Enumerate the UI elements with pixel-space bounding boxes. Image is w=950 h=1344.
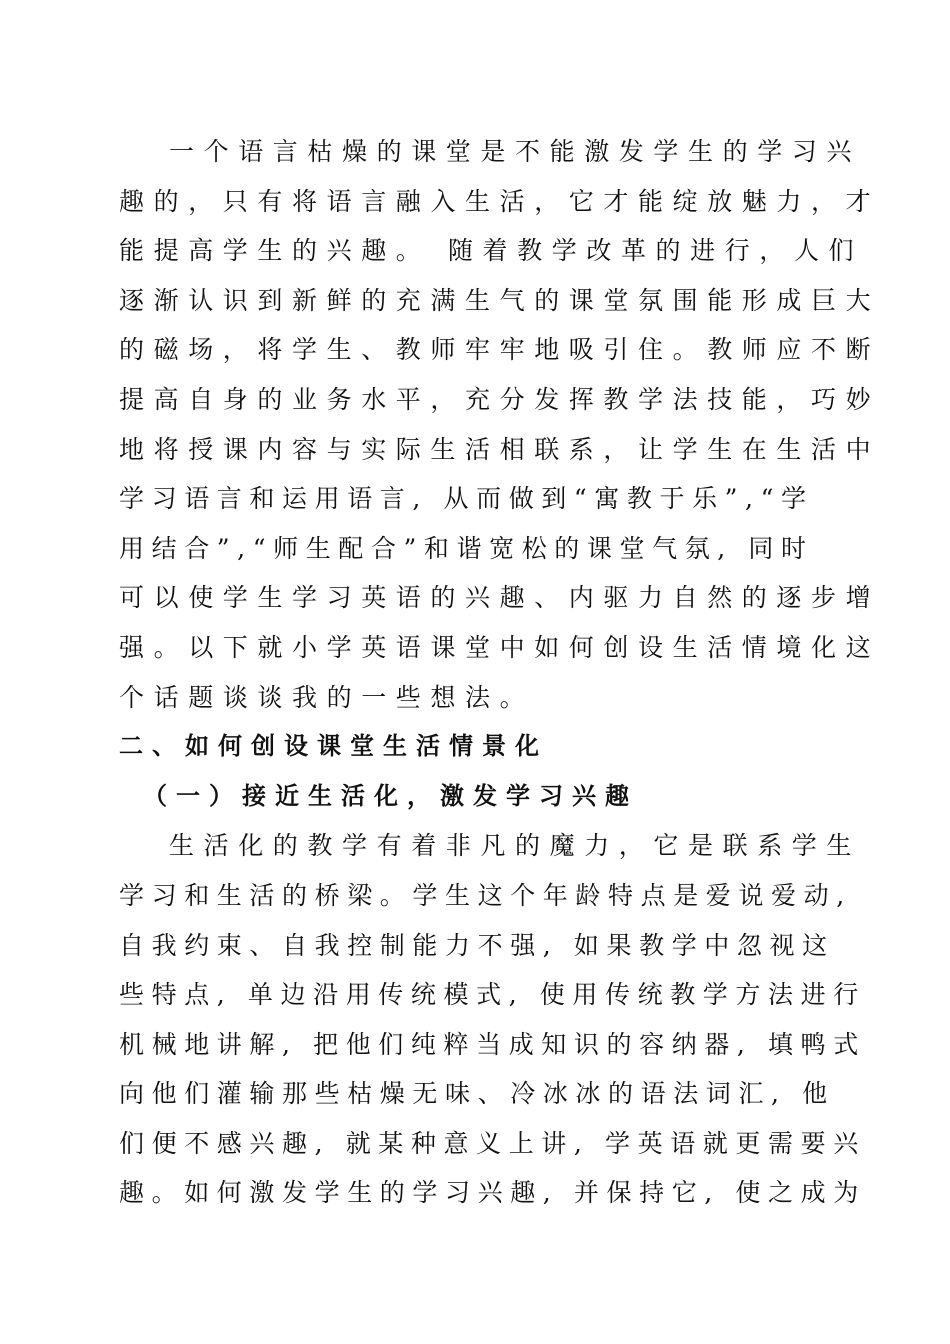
paragraph-line: 机械地讲解, 把他们纯粹当成知识的容纳器, 填鸭式 [119,1029,866,1059]
paragraph-line: 用结合”,“师生配合”和谐宽松的课堂气氛, 同时 [119,533,814,563]
subsection-heading: （一）接近生活化，激发学习兴趣 [143,781,638,810]
paragraph-line: 向他们灌输那些枯燥无味、冷冰冰的语法词汇, 他 [119,1079,835,1109]
paragraph-line: 学习和生活的桥梁。学生这个年龄特点是爱说爱动, [119,880,852,910]
paragraph-line: 能提高学生的兴趣。 随着教学改革的进行，人们 [119,236,864,266]
paragraph-line: 的磁场，将学生、教师牢牢地吸引住。教师应不断 [119,335,881,365]
paragraph-line: 生活化的教学有着非凡的魔力，它是联系学生 [169,831,862,861]
paragraph-line: 一个语言枯燥的课堂是不能激发学生的学习兴 [169,137,862,166]
paragraph-line: 趣。如何激发学生的学习兴趣, 并保持它, 使之成为 [119,1178,866,1208]
paragraph-line: 可以使学生学习英语的兴趣、内驱力自然的逐步增 [119,583,881,613]
paragraph-intro [119,127,881,722]
paragraph-line: 学习语言和运用语言, 从而做到“寓教于乐”,“学 [119,484,814,514]
document-body [119,127,881,1218]
paragraph-line: 个话题谈谈我的一些想法。 [119,682,535,712]
paragraph-line: 们便不感兴趣, 就某种意义上讲, 学英语就更需要兴 [119,1128,866,1158]
paragraph-line: 地将授课内容与实际生活相联系，让学生在生活中 [119,434,881,464]
paragraph-line: 提高自身的业务水平，充分发挥教学法技能，巧妙 [119,384,881,414]
paragraph-line: 趣的，只有将语言融入生活，它才能绽放魅力，才 [119,186,881,216]
paragraph-line: 逐渐认识到新鲜的充满生气的课堂氛围能形成巨大 [119,285,881,315]
paragraph-line: 强。以下就小学英语课堂中如何创设生活情境化这 [119,632,881,662]
paragraph-line: 些特点, 单边沿用传统模式, 使用传统教学方法进行 [119,980,866,1010]
paragraph-line: 自我约束、自我控制能力不强, 如果教学中忽视这 [119,930,835,960]
section-heading: 二、如何创设课堂生活情景化 [119,732,548,761]
paragraph-life-teaching [119,821,866,1218]
